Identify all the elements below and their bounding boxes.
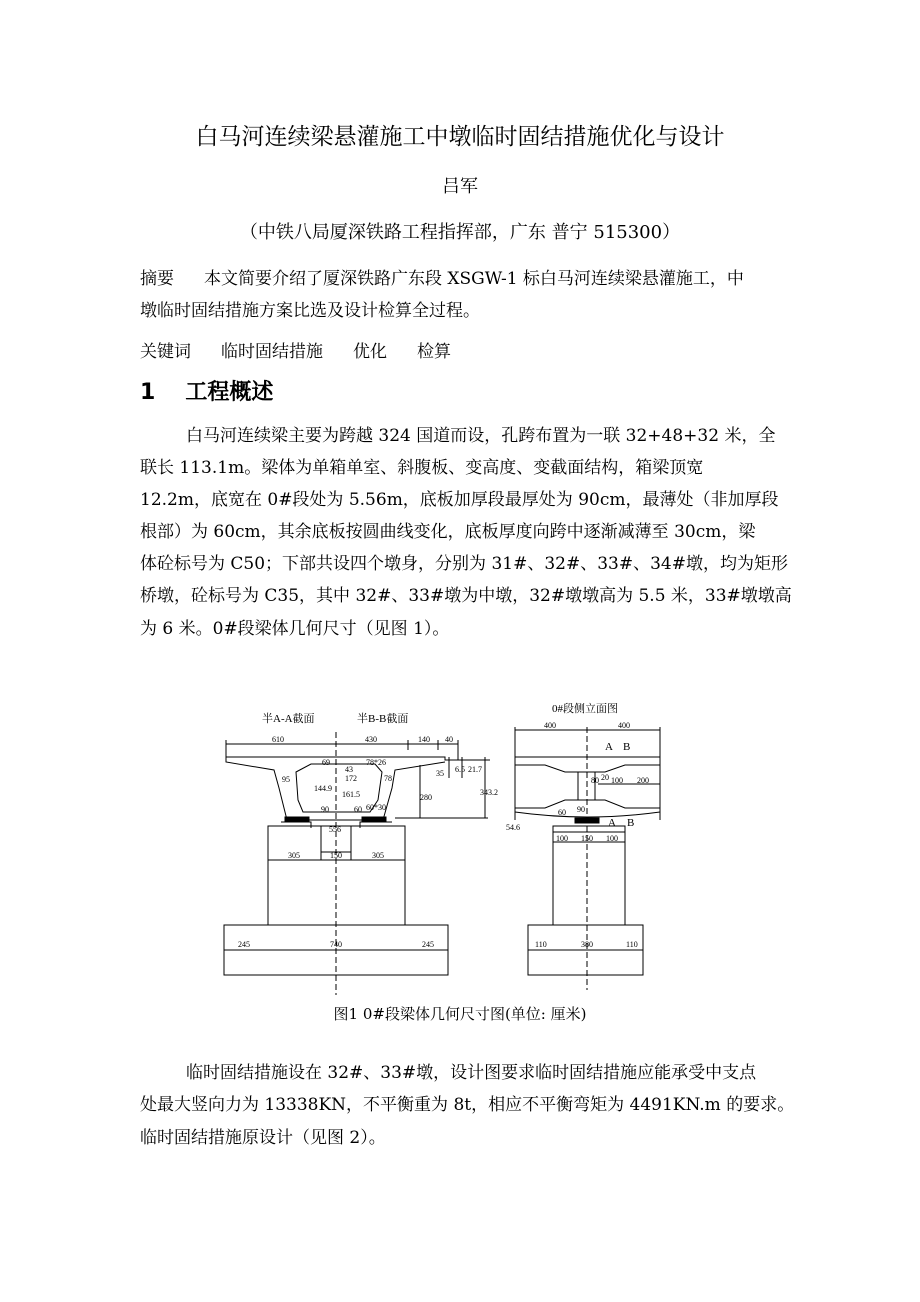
- dim-label: 150: [581, 834, 593, 843]
- text-line: 临时固结措施设在 32#、33#墩，设计图要求临时固结措施应能承受中支点: [186, 1063, 757, 1083]
- text-line: 根部）为 60cm，其余底板按圆曲线变化，底板厚度向跨中逐渐减薄至 30cm，梁: [140, 522, 756, 542]
- dim-label: 20: [601, 773, 609, 782]
- dim-label: 140: [418, 735, 430, 744]
- dim-label: 21.7: [468, 765, 482, 774]
- dim-label: 430: [365, 735, 377, 744]
- section-heading: [140, 375, 273, 406]
- dim-label: 161.5: [342, 790, 360, 799]
- dim-label: 305: [288, 851, 300, 860]
- dim-label: 90: [321, 805, 329, 814]
- dim-label: 110: [535, 940, 547, 949]
- text-line: 桥墩，砼标号为 C35，其中 32#、33#墩为中墩，32#墩墩高为 5.5 米，33#墩墩高: [140, 586, 792, 606]
- dim-label: 69: [322, 758, 330, 767]
- figure-caption: 图1 0#段梁体几何尺寸图(单位: 厘米): [333, 1005, 587, 1023]
- dim-label: 245: [238, 940, 250, 949]
- keyword: 临时固结措施: [221, 342, 323, 362]
- section-number: 1: [140, 380, 156, 405]
- cross-section: [224, 732, 490, 995]
- dim-label: 54.6: [506, 823, 520, 832]
- section-label: 0#段侧立面图: [552, 703, 618, 715]
- dim-label: 144.9: [314, 784, 332, 793]
- dim-label: 90: [577, 805, 585, 814]
- section-mark: B: [623, 741, 631, 753]
- dim-label: 150: [330, 851, 342, 860]
- dim-label: 245: [422, 940, 434, 949]
- dim-label: 78: [384, 774, 392, 783]
- abstract-text: 本文简要介绍了厦深铁路广东段 XSGW-1 标白马河连续梁悬灌施工，中: [204, 269, 744, 289]
- dim-label: 200: [637, 776, 649, 785]
- text-line: 白马河连续梁主要为跨越 324 国道而设，孔跨布置为一联 32+48+32 米，全: [186, 426, 776, 446]
- text-line: 为 6 米。0#段梁体几何尺寸（见图 1）。: [140, 619, 450, 639]
- keywords-label: 关键词: [140, 342, 191, 362]
- affiliation: （中铁八局厦深铁路工程指挥部，广东 普宁 515300）: [239, 222, 681, 243]
- section-title: 工程概述: [185, 380, 274, 405]
- dim-label: 610: [272, 735, 284, 744]
- text-line: 12.2m，底宽在 0#段处为 5.56m，底板加厚段最厚处为 90cm，最薄处（非加厚段: [140, 490, 779, 510]
- dim-label: 100: [556, 834, 568, 843]
- keyword: 优化: [353, 342, 387, 362]
- figure-1-drawing: [215, 690, 685, 1000]
- keyword: 检算: [417, 342, 451, 362]
- section-mark: B: [627, 817, 635, 829]
- keywords: [140, 337, 451, 362]
- abstract-label: 摘要: [140, 269, 174, 289]
- abstract-line-2: 墩临时固结措施方案比选及设计检算全过程。: [140, 301, 480, 321]
- section-mark: A: [605, 741, 613, 753]
- side-elevation: [515, 727, 660, 990]
- dim-label: 110: [626, 940, 638, 949]
- section-label: 半A-A截面: [262, 713, 315, 725]
- dim-label: 60*30: [366, 803, 386, 812]
- section-mark: A: [608, 817, 616, 829]
- text-line: 体砼标号为 C50；下部共设四个墩身，分别为 31#、32#、33#、34#墩，均为矩形: [140, 554, 788, 574]
- paper-title: 白马河连续梁悬灌施工中墩临时固结措施优化与设计: [195, 124, 725, 150]
- dim-label: 400: [544, 721, 556, 730]
- dim-label: 80: [591, 776, 599, 785]
- dim-label: 6.5: [455, 765, 465, 774]
- abstract-line-1: [140, 264, 744, 289]
- dim-label: 343.2: [480, 788, 498, 797]
- dim-label: 35: [436, 769, 444, 778]
- dim-label: 556: [329, 825, 341, 834]
- section-label: 半B-B截面: [357, 713, 409, 725]
- dim-label: 172: [345, 774, 357, 783]
- dim-label: 400: [618, 721, 630, 730]
- dim-label: 43: [345, 765, 353, 774]
- dim-label: 100: [606, 834, 618, 843]
- dim-label: 40: [445, 735, 453, 744]
- dim-label: 95: [282, 775, 290, 784]
- dim-label: 305: [372, 851, 384, 860]
- text-line: 联长 113.1m。梁体为单箱单室、斜腹板、变高度、变截面结构，箱梁顶宽: [140, 458, 704, 478]
- text-line: 临时固结措施原设计（见图 2）。: [140, 1128, 386, 1148]
- dim-label: 280: [420, 793, 432, 802]
- author: 吕军: [442, 176, 478, 197]
- dim-label: 60: [558, 808, 566, 817]
- dim-label: 100: [611, 776, 623, 785]
- dim-label: 740: [330, 940, 342, 949]
- text-line: 处最大竖向力为 13338KN，不平衡重为 8t，相应不平衡弯矩为 4491KN.m 的要求。: [140, 1095, 795, 1115]
- dim-label: 78*26: [366, 758, 386, 767]
- dim-label: 60: [354, 805, 362, 814]
- dim-label: 380: [581, 940, 593, 949]
